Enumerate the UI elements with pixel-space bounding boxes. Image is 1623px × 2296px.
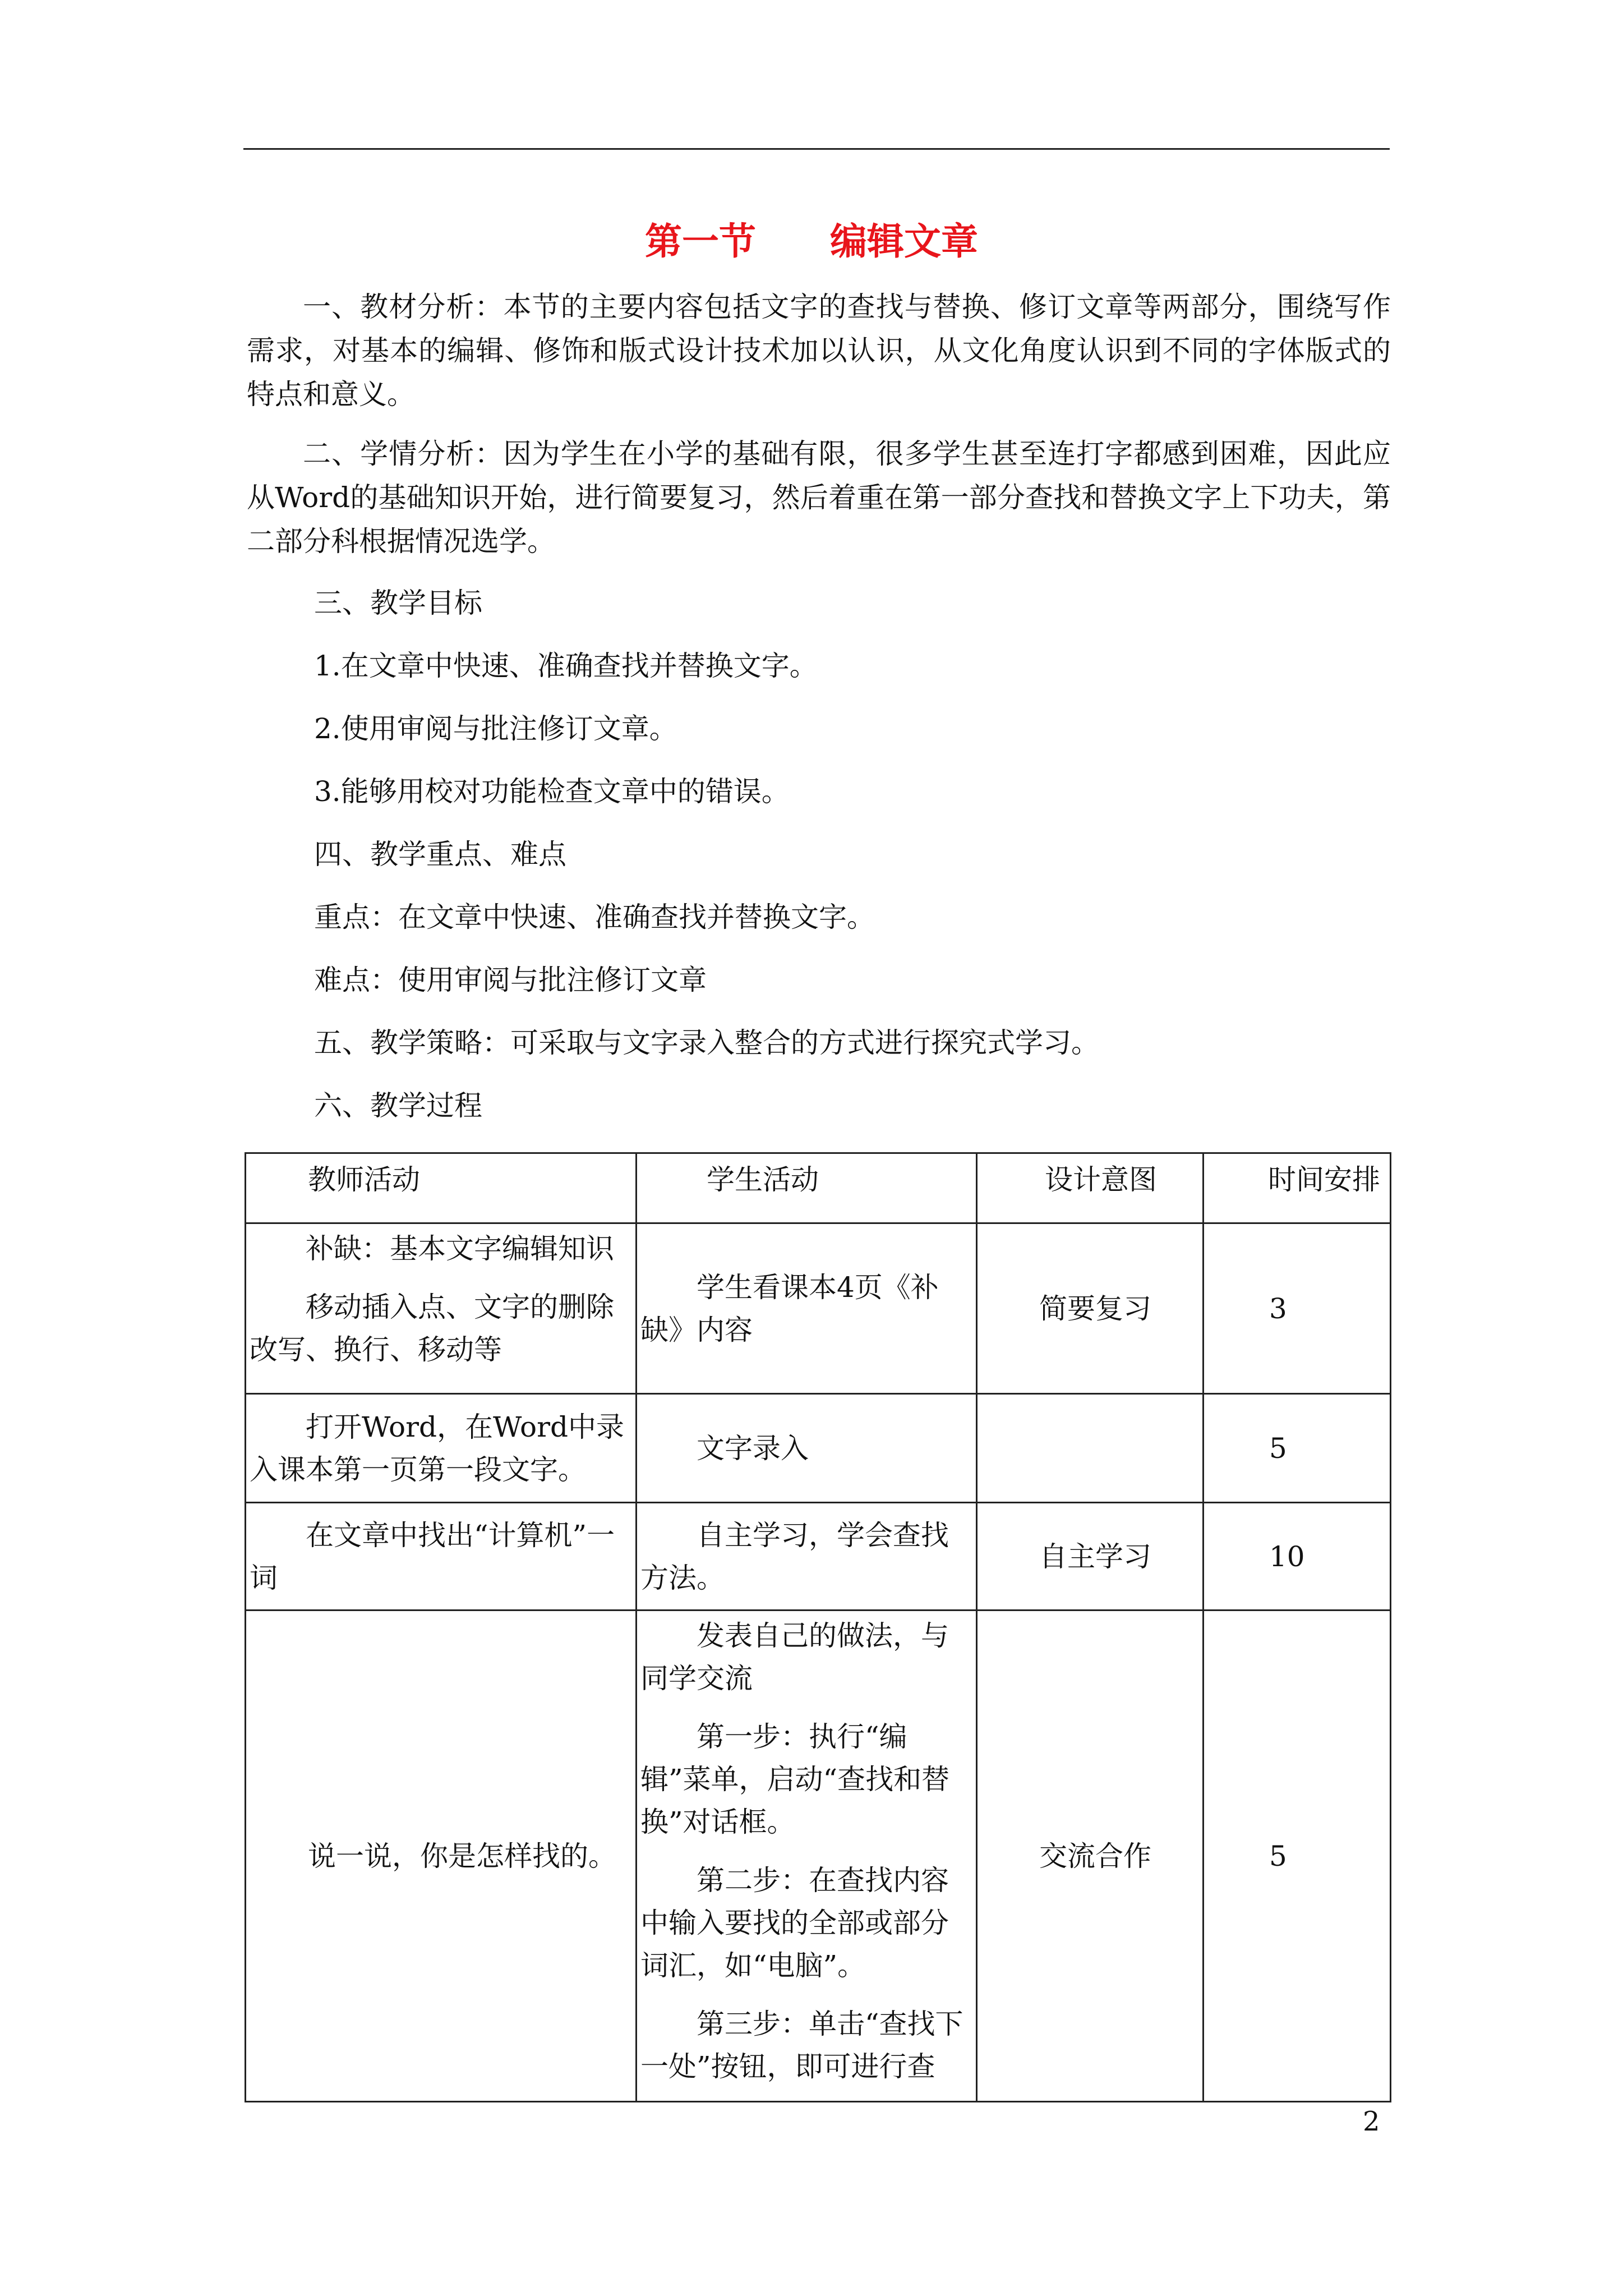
cell-time: 10 xyxy=(1204,1503,1391,1611)
table-header-row xyxy=(246,1153,1391,1223)
header-design-intent: 设计意图 xyxy=(977,1153,1204,1223)
cell-teacher: 在文章中找出“计算机”一词 xyxy=(246,1503,637,1611)
table-row xyxy=(246,1611,1391,2102)
page-title: 第一节 编辑文章 xyxy=(645,220,978,263)
cell-intent: 交流合作 xyxy=(977,1611,1204,2102)
objective-3: 3.能够用校对功能检查文章中的错误。 xyxy=(314,775,790,808)
cell-intent: 简要复习 xyxy=(977,1223,1204,1394)
difficult-point: 难点：使用审阅与批注修订文章 xyxy=(314,964,707,996)
heading-key-points: 四、教学重点、难点 xyxy=(314,838,566,871)
cell-time: 5 xyxy=(1204,1611,1391,2102)
heading-objectives: 三、教学目标 xyxy=(314,587,482,619)
cell-student: 发表自己的做法，与同学交流 第一步：执行“编辑”菜单，启动“查找和替换”对话框。 第二步：在查找内容中输入要找的全部或部分词汇，如“电脑”。 第三步：单击“查找下一处”按钮，即可进行查 xyxy=(637,1611,977,2102)
cell-intent: 自主学习 xyxy=(977,1503,1204,1611)
table-row xyxy=(246,1223,1391,1394)
cell-time: 3 xyxy=(1204,1223,1391,1394)
header-student-activity: 学生活动 xyxy=(637,1153,977,1223)
cell-teacher: 打开Word，在Word中录入课本第一页第一段文字。 xyxy=(246,1394,637,1503)
cell-teacher: 补缺：基本文字编辑知识 移动插入点、文字的删除改写、换行、移动等 xyxy=(246,1223,637,1394)
teaching-strategy: 五、教学策略：可采取与文字录入整合的方式进行探究式学习。 xyxy=(314,1027,1099,1059)
header-time: 时间安排 xyxy=(1204,1153,1391,1223)
key-point: 重点：在文章中快速、准确查找并替换文字。 xyxy=(314,901,875,933)
cell-intent xyxy=(977,1394,1204,1503)
cell-time: 5 xyxy=(1204,1394,1391,1503)
cell-teacher: 说一说，你是怎样找的。 xyxy=(246,1611,637,2102)
table-row xyxy=(246,1394,1391,1503)
header-rule xyxy=(243,148,1390,150)
teaching-process-table xyxy=(245,1152,1391,2102)
header-teacher-activity: 教师活动 xyxy=(246,1153,637,1223)
heading-process: 六、教学过程 xyxy=(314,1089,482,1122)
table-row xyxy=(246,1503,1391,1611)
cell-student: 文字录入 xyxy=(637,1394,977,1503)
objective-1: 1.在文章中快速、准确查找并替换文字。 xyxy=(314,650,818,682)
objective-2: 2.使用审阅与批注修订文章。 xyxy=(314,712,677,745)
cell-student: 自主学习，学会查找方法。 xyxy=(637,1503,977,1611)
paragraph-materials: 一、教材分析：本节的主要内容包括文字的查找与替换、修订文章等两部分，围绕写作需求，对基本的编辑、修饰和版式设计技术加以认识，从文化角度认识到不同的字体版式的特点和意义。 xyxy=(247,291,1391,411)
paragraph-students: 二、学情分析：因为学生在小学的基础有限，很多学生甚至连打字都感到困难，因此应从Word的基础知识开始，进行简要复习，然后着重在第一部分查找和替换文字上下功夫，第二部分科根据情况选学。 xyxy=(247,438,1391,558)
page-number: 2 xyxy=(1363,2106,1380,2137)
cell-student: 学生看课本4页《补缺》内容 xyxy=(637,1223,977,1394)
